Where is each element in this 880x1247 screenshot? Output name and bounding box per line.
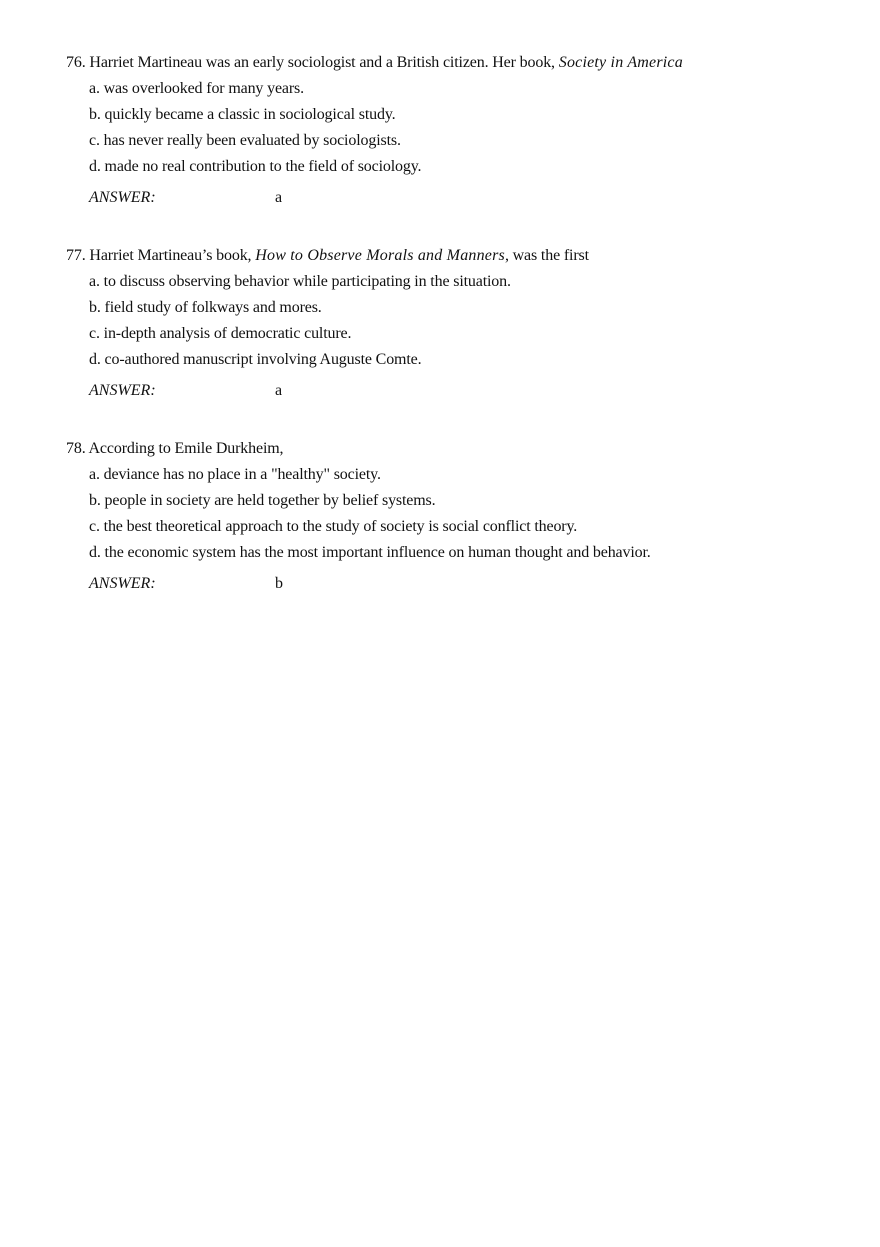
question-stem [66,52,846,74]
option-d: d. co-authored manuscript involving Auguste Comte. [89,351,422,368]
option-c: c. in-depth analysis of democratic culture. [89,325,352,342]
book-title: Society in America [558,54,683,71]
answer-label: ANSWER: [89,189,156,206]
question-76 [66,52,846,209]
option-a: a. was overlooked for many years. [89,80,304,97]
answer-value: a [275,189,283,206]
answer-row [66,187,846,209]
answer-value: b [275,575,283,592]
stem-text: Harriet Martineau’s book, [85,247,256,264]
stem-text: Harriet Martineau was an early sociologist and a British citizen. Her book, [85,54,559,71]
question-number: 78. [66,440,86,457]
answer-label: ANSWER: [89,382,156,399]
option-c: c. the best theoretical approach to the study of society is social conflict theory. [89,518,578,535]
question-number: 77. [66,247,86,264]
option-c: c. has never really been evaluated by sociologists. [89,132,401,149]
option-a: a. deviance has no place in a "healthy" society. [89,466,381,483]
option-b: b. people in society are held together by belief systems. [89,492,436,509]
option-d: d. the economic system has the most important influence on human thought and behavior. [89,544,651,561]
question-78 [66,438,846,595]
question-77 [66,245,846,402]
answer-row [66,573,846,595]
answer-value: a [275,382,283,399]
option-b: b. field study of folkways and mores. [89,299,322,316]
option-a: a. to discuss observing behavior while participating in the situation. [89,273,511,290]
answer-row [66,380,846,402]
stem-text-after: , was the first [504,247,589,264]
option-d: d. made no real contribution to the field of sociology. [89,158,422,175]
question-stem [66,245,846,267]
question-stem [66,438,846,460]
question-number: 76. [66,54,86,71]
answer-label: ANSWER: [89,575,156,592]
answer-options [66,78,846,178]
answer-options [66,464,846,564]
answer-options [66,271,846,371]
book-title: How to Observe Morals and Manners [255,247,505,264]
stem-text: According to Emile Durkheim, [85,440,284,457]
option-b: b. quickly became a classic in sociological study. [89,106,396,123]
